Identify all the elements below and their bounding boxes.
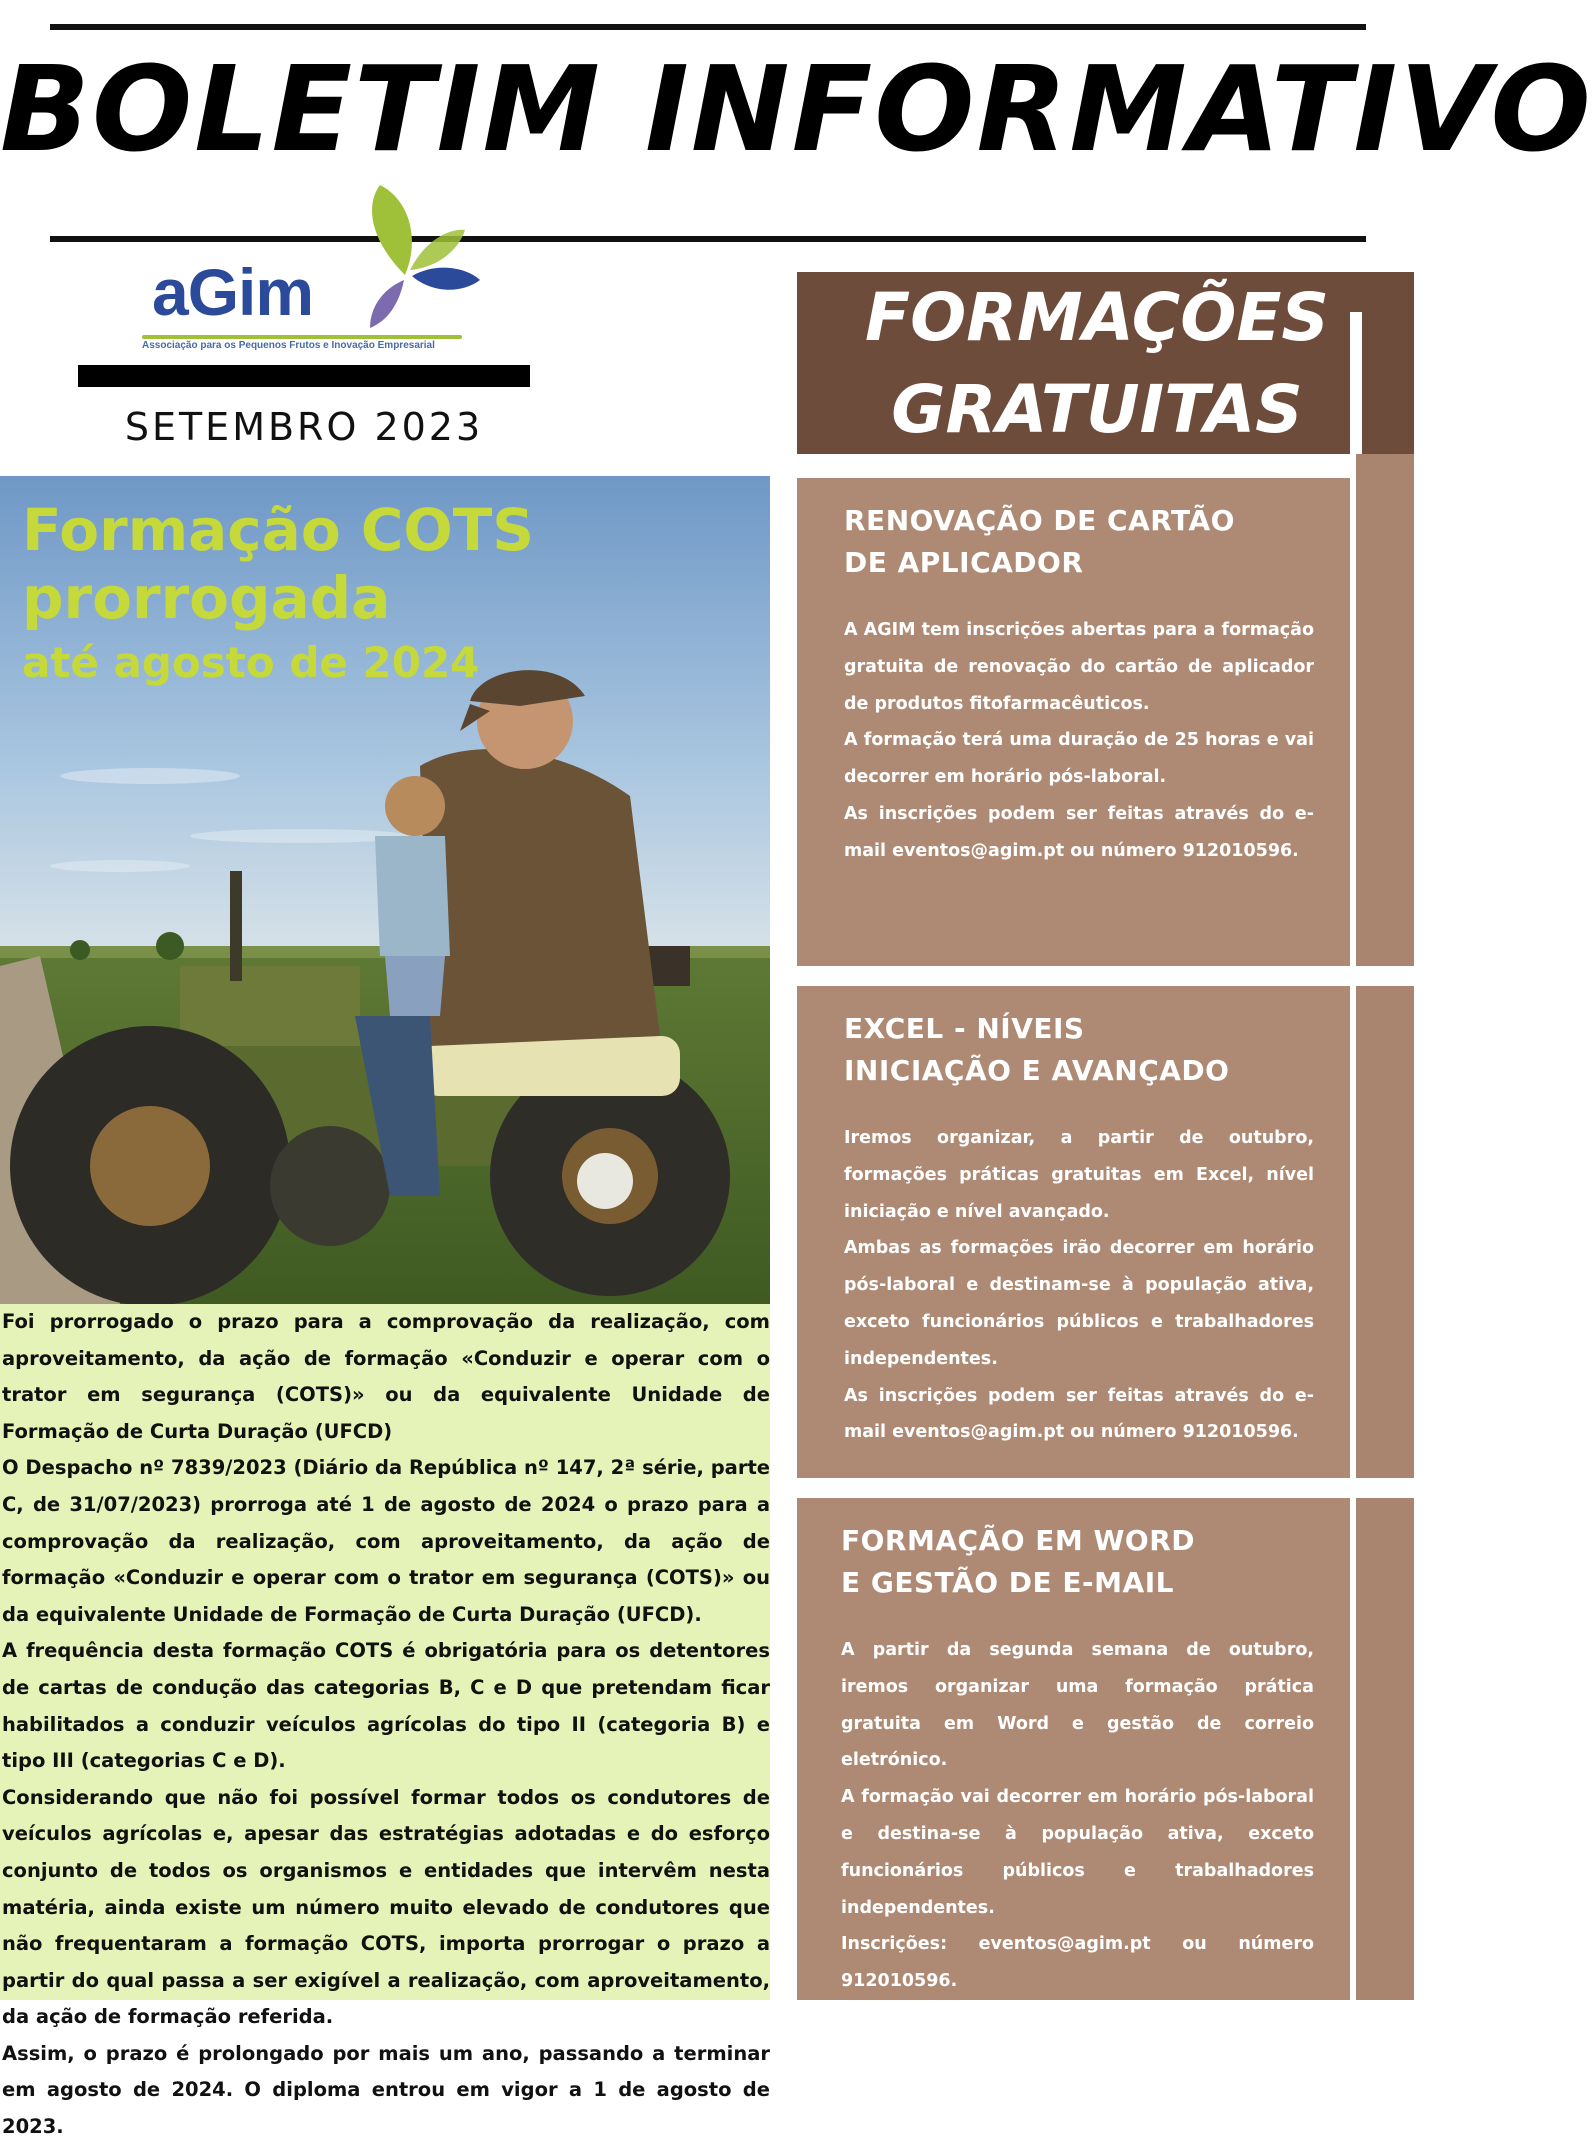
card-paragraph: Inscrições: eventos@agim.pt ou número 912010596. [841, 1934, 1314, 1992]
card-title-line1: RENOVAÇÃO DE CARTÃO [844, 504, 1235, 537]
hero-title-line1: Formação COTS [22, 496, 535, 564]
card-title [841, 1520, 1314, 1604]
article-paragraph: A frequência desta formação COTS é obrigatória para os detentores de cartas de condução das categorias B, C e D que pretendam ficar habilitados a conduzir veículos agrícolas do tipo II (categoria B) e tipo III (categorias C e D). [2, 1639, 770, 1773]
card-paragraph: Iremos organizar, a partir de outubro, formações práticas gratuitas em Excel, nível iniciação e nível avançado. [844, 1128, 1314, 1222]
strip-break [1356, 966, 1414, 986]
training-card-excel [797, 986, 1350, 1478]
card-paragraph: A formação vai decorrer em horário pós-laboral e destina-se à população ativa, exceto funcionários públicos e trabalhadores independentes. [841, 1787, 1314, 1918]
divider-bar [78, 365, 530, 387]
article-paragraph: Foi prorrogado o prazo para a comprovação da realização, com aproveitamento, da ação de formação «Conduzir e operar com o trator em segurança (COTS)» ou da equivalente Unidade de Formação de Curta Duração (UFCD) [2, 1310, 770, 1443]
card-paragraph: As inscrições podem ser feitas através do e-mail eventos@agim.pt ou número 912010596. [844, 1385, 1314, 1443]
header-line1: FORMAÇÕES [865, 279, 1329, 356]
newsletter-title: BOLETIM INFORMATIVO [0, 40, 1593, 178]
top-rule [50, 24, 1366, 30]
hero-image [0, 476, 770, 1304]
card-paragraph: As inscrições podem ser feitas através do e-mail eventos@agim.pt ou número 912010596. [844, 803, 1314, 861]
free-trainings-header [797, 272, 1414, 454]
article-paragraph: Assim, o prazo é prolongado por mais um ano, passando a terminar em agosto de 2024. O diploma entrou em vigor a 1 de agosto de 2023. [2, 2041, 770, 2139]
card-title-line2: DE APLICADOR [844, 546, 1084, 579]
strip-break [1356, 1478, 1414, 1498]
card-title-line2: INICIAÇÃO E AVANÇADO [844, 1054, 1230, 1087]
card-body [844, 1120, 1314, 1451]
card-paragraph: Ambas as formações irão decorrer em horário pós-laboral e destinam-se à população ativa, exceto funcionários públicos e trabalhadores independentes. [844, 1238, 1314, 1369]
card-paragraph: A AGIM tem inscrições abertas para a formação gratuita de renovação do cartão de aplicador de produtos fitofarmacêuticos. [844, 620, 1314, 714]
training-card-renewal [797, 478, 1350, 966]
logo-wordmark: aGim [152, 255, 314, 329]
right-decor-strip [1356, 318, 1414, 2000]
header-accent-bar [1350, 312, 1362, 454]
card-title-line1: FORMAÇÃO EM WORD [841, 1524, 1196, 1557]
hero-subtitle: até agosto de 2024 [22, 638, 480, 687]
logo-swoosh [142, 335, 462, 339]
free-trainings-title [857, 272, 1337, 456]
card-paragraph: A partir da segunda semana de outubro, iremos organizar uma formação prática gratuita em Word e gestão de correio eletrónico. [841, 1640, 1314, 1771]
card-title-line1: EXCEL - NÍVEIS [844, 1012, 1085, 1045]
issue-date: SETEMBRO 2023 [124, 405, 484, 449]
training-card-word [797, 1498, 1350, 2000]
cots-article [0, 1304, 770, 2139]
card-body [844, 612, 1314, 870]
article-paragraph: Considerando que não foi possível formar todos os condutores de veículos agrícolas e, apesar das estratégias adotadas e do esforço conjunto de todos os organismos e entidades que intervêm nesta matéria, ainda existe um número muito elevado de condutores que não frequentaram a formação COTS, importa prorrogar o prazo a partir do qual passa a ser exigível a realização, com aproveitamento, da ação de formação referida. [2, 1785, 770, 2029]
hero-title-line2: prorrogada [22, 564, 391, 632]
card-title-line2: E GESTÃO DE E-MAIL [841, 1566, 1174, 1599]
hero-caption [22, 496, 534, 694]
card-title [844, 1008, 1314, 1092]
card-paragraph: A formação terá uma duração de 25 horas e vai decorrer em horário pós-laboral. [844, 730, 1314, 788]
header-line2: GRATUITAS [891, 371, 1303, 448]
leaf-logo-icon [330, 180, 480, 330]
agim-logo [140, 180, 480, 360]
card-title [844, 500, 1314, 584]
right-decor-gap [1350, 318, 1356, 2000]
card-body [841, 1632, 1314, 2000]
logo-tagline: Associação para os Pequenos Frutos e Inovação Empresarial [142, 340, 435, 351]
article-paragraph: O Despacho nº 7839/2023 (Diário da República nº 147, 2ª série, parte C, de 31/07/2023) prorroga até 1 de agosto de 2024 o prazo para a comprovação da realização, com aproveitamento, da ação de formação «Conduzir e operar com o trator em segurança (COTS)» ou da equivalente Unidade de Formação de Curta Duração (UFCD). [2, 1456, 770, 1626]
